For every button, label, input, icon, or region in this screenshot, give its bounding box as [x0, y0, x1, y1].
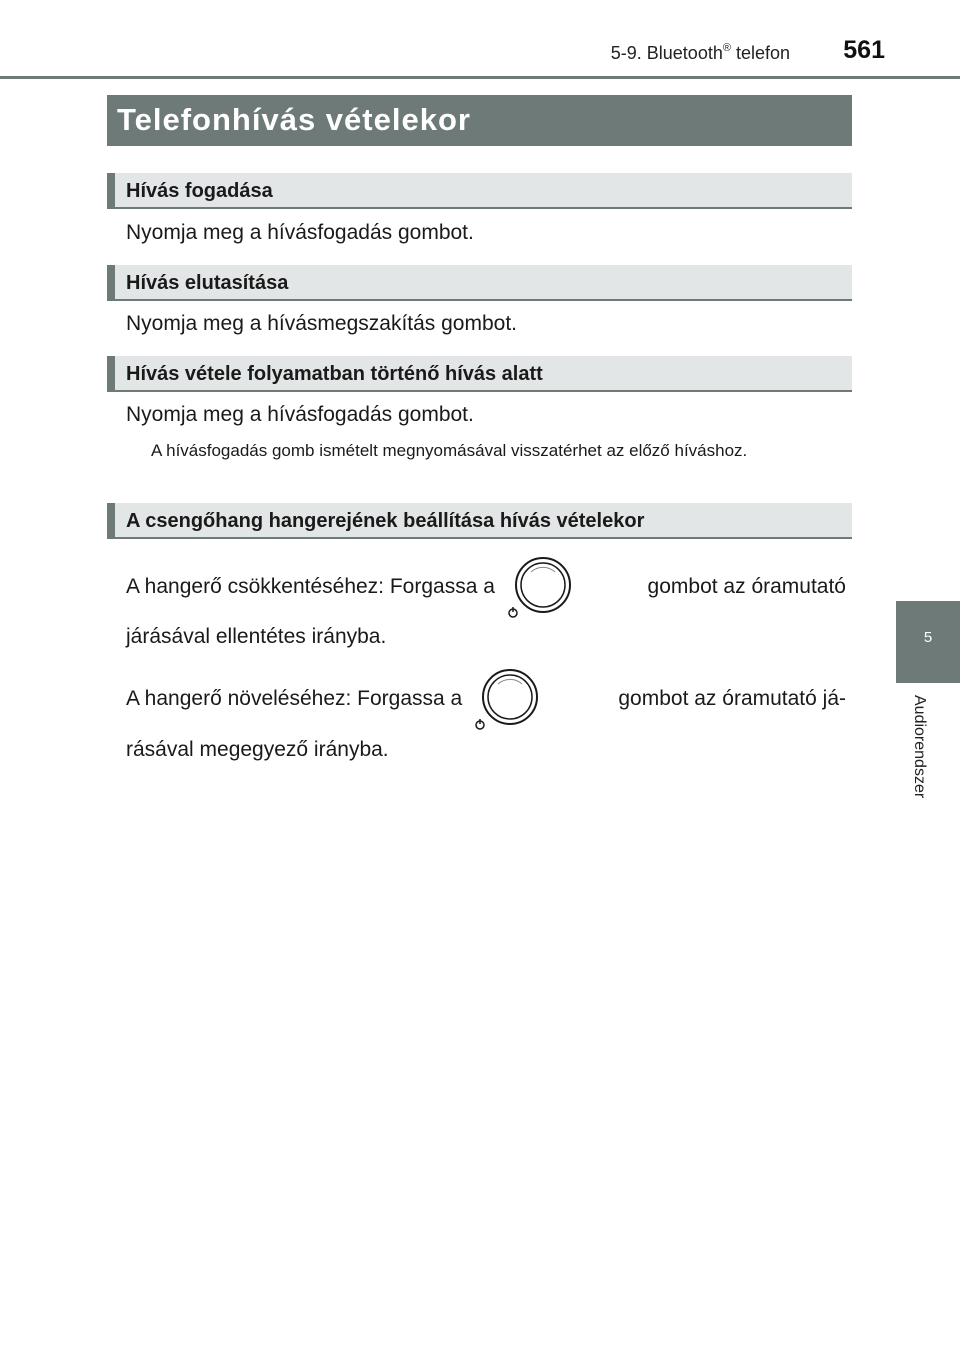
chapter-label: Audiorendszer	[911, 695, 928, 799]
accept-instruction: Nyomja meg a hívásfogadás gombot.	[126, 221, 474, 244]
reject-instruction: Nyomja meg a hívásmegszakítás gombot.	[126, 312, 518, 335]
registered-mark: ®	[722, 42, 731, 54]
volume-decrease-text: A hangerő csökkentéséhez: Forgassa a	[126, 575, 495, 598]
volume-decrease-line	[126, 554, 846, 620]
volume-decrease-text-end: gombot az óramutató	[647, 575, 846, 598]
section-heading-volume: A csengőhang hangerejének beállítása hívás vételekor	[107, 503, 852, 539]
volume-increase-continuation: rásával megegyező irányba.	[126, 738, 389, 761]
section-heading-accept: Hívás fogadása	[107, 173, 852, 209]
volume-decrease-continuation: járásával ellentétes irányba.	[126, 625, 387, 648]
section-title-suffix: telefon	[730, 43, 790, 63]
page-number: 561	[843, 36, 885, 64]
running-header	[560, 42, 790, 64]
volume-increase-text-end: gombot az óramutató já-	[618, 687, 846, 710]
page-title: Telefonhívás vételekor	[107, 95, 852, 146]
during-call-note: A hívásfogadás gomb ismételt megnyomásával visszatérhet az előző híváshoz.	[151, 441, 748, 460]
section-title-prefix: 5-9. Bluetooth	[610, 43, 723, 63]
volume-increase-line	[126, 666, 846, 732]
power-volume-knob-icon	[470, 666, 540, 732]
section-heading-during-call: Hívás vétele folyamatban történő hívás alatt	[107, 356, 852, 392]
power-volume-knob-icon	[503, 554, 573, 620]
header-divider	[0, 76, 960, 79]
during-call-instruction: Nyomja meg a hívásfogadás gombot.	[126, 403, 474, 426]
volume-increase-text: A hangerő növeléséhez: Forgassa a	[126, 687, 463, 710]
section-heading-reject: Hívás elutasítása	[107, 265, 852, 301]
chapter-tab: 5	[896, 601, 960, 683]
